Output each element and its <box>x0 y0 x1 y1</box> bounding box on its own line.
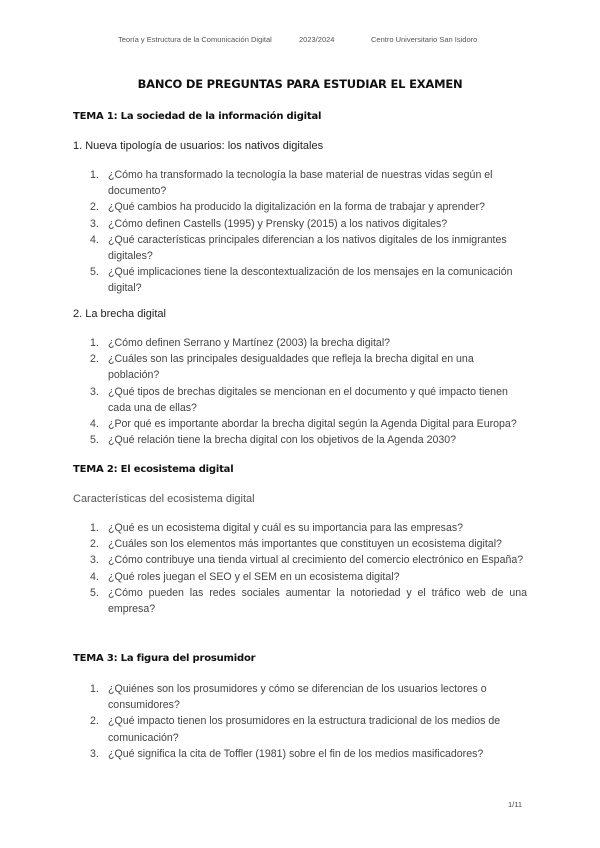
header-course: Teoría y Estructura de la Comunicación Digital <box>118 35 272 44</box>
tema2-question-list <box>90 520 527 617</box>
question-text: ¿Por qué es importante abordar la brecha digital según la Agenda Digital para Europa? <box>108 418 517 431</box>
question-number: 3. <box>90 217 99 230</box>
question-item <box>90 432 527 448</box>
tema2-heading: TEMA 2: El ecosistema digital <box>73 464 234 475</box>
page-number: 1/11 <box>508 800 523 809</box>
question-item <box>90 569 527 585</box>
question-number: 5. <box>90 586 99 599</box>
question-number: 1. <box>90 337 99 349</box>
question-text: ¿Qué roles juegan el SEO y el SEM en un ecosistema digital? <box>108 570 400 583</box>
question-number: 5. <box>90 434 99 447</box>
question-text: ¿Cuáles son los elementos más importantes que constituyen un ecosistema digital? <box>108 538 502 551</box>
question-text: ¿Qué significa la cita de Toffler (1981) sobre el fin de los medios masificadores? <box>108 747 484 760</box>
tema1-heading: TEMA 1: La sociedad de la información digital <box>73 111 322 122</box>
question-number: 4. <box>90 418 99 431</box>
question-item <box>90 552 527 568</box>
question-text: ¿Qué tipos de brechas digitales se mencionan en el documento y qué impacto tienen cada una de ellas? <box>108 385 508 414</box>
question-number: 3. <box>90 554 99 567</box>
question-number: 1. <box>90 683 99 695</box>
question-number: 2. <box>90 201 99 214</box>
question-text: ¿Qué características principales diferencian a los nativos digitales de los inmigrantes digitales? <box>108 233 507 263</box>
question-item <box>90 216 527 232</box>
question-item <box>90 232 527 264</box>
tema2-subheading: Características del ecosistema digital <box>73 493 255 505</box>
question-text: ¿Qué relación tiene la brecha digital con los objetivos de la Agenda 2030? <box>108 434 457 447</box>
question-number: 2. <box>90 715 99 728</box>
header-center: Centro Universitario San Isidoro <box>371 35 478 44</box>
question-item <box>90 713 527 745</box>
question-number: 2. <box>90 353 99 366</box>
question-number: 4. <box>90 233 99 246</box>
question-text: ¿Qué impacto tienen los prosumidores en la estructura tradicional de los medios de comunicación? <box>108 715 501 744</box>
section2-question-list <box>90 335 527 448</box>
question-text: ¿Cómo contribuye una tienda virtual al crecimiento del comercio electrónico en España? <box>108 554 524 567</box>
question-item <box>90 335 527 351</box>
document-title: BANCO DE PREGUNTAS PARA ESTUDIAR EL EXAMEN <box>137 77 463 91</box>
question-number: 3. <box>90 747 99 760</box>
question-number: 1. <box>90 169 99 181</box>
question-item <box>90 536 527 552</box>
question-text: ¿Qué implicaciones tiene la descontextualización de los mensajes en la comunicación digital? <box>108 266 513 295</box>
question-text: ¿Cómo definen Serrano y Martínez (2003) la brecha digital? <box>108 337 391 349</box>
question-item <box>90 199 527 215</box>
header-year: 2023/2024 <box>299 35 335 44</box>
question-text: ¿Cómo pueden las redes sociales aumentar la notoriedad y el tráfico web de una empresa? <box>108 586 527 616</box>
question-item <box>90 264 527 296</box>
section1-heading: 1. Nueva tipología de usuarios: los nativos digitales <box>73 140 324 152</box>
question-number: 2. <box>90 538 99 551</box>
question-number: 4. <box>90 570 99 583</box>
question-item <box>90 351 527 383</box>
question-item <box>90 681 527 713</box>
section2-heading: 2. La brecha digital <box>73 308 166 320</box>
question-text: ¿Qué cambios ha producido la digitalización en la forma de trabajar y aprender? <box>108 201 485 214</box>
tema3-heading: TEMA 3: La figura del prosumidor <box>73 653 256 664</box>
section1-question-list <box>90 167 527 297</box>
question-number: 5. <box>90 266 99 279</box>
question-number: 1. <box>90 522 99 534</box>
question-text: ¿Quiénes son los prosumidores y cómo se diferencian de los usuarios lectores o consumidores? <box>108 683 487 712</box>
question-text: ¿Cómo ha transformado la tecnología la base material de nuestras vidas según el documento? <box>108 169 493 198</box>
question-text: ¿Cuáles son las principales desigualdades que refleja la brecha digital en una población? <box>108 353 474 382</box>
question-number: 3. <box>90 385 99 398</box>
question-text: ¿Cómo definen Castells (1995) y Prensky (2015) a los nativos digitales? <box>108 217 448 230</box>
question-item <box>90 167 527 199</box>
question-item <box>90 416 527 432</box>
question-item <box>90 520 527 536</box>
question-text: ¿Qué es un ecosistema digital y cuál es su importancia para las empresas? <box>108 522 464 534</box>
tema3-question-list <box>90 681 527 762</box>
question-item <box>90 585 527 617</box>
question-item <box>90 746 527 762</box>
question-item <box>90 384 527 416</box>
